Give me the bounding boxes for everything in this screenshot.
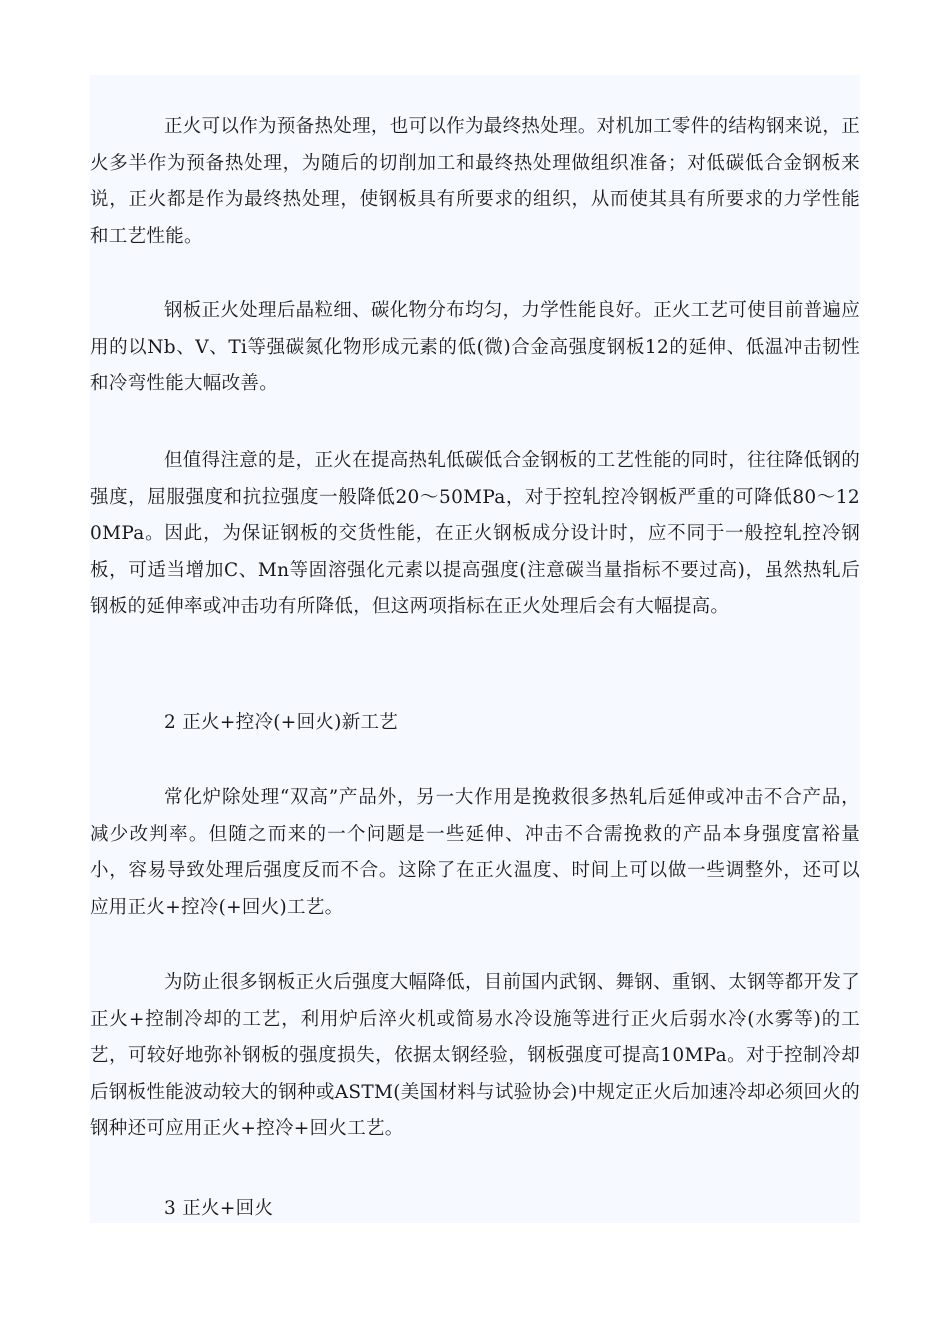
paragraph-controlled-cooling: 为防止很多钢板正火后强度大幅降低，目前国内武钢、舞钢、重钢、太钢等都开发了正火+控制冷却的工艺，利用炉后淬火机或简易水冷设施等进行正火后弱水冷(水雾等)的工艺，可较好地弥补钢板的强度损失，依据太钢经验，钢板强度可提高10MPa。对于控制冷却后钢板性能波动较大的钢种或ASTM(美国材料与试验协会)中规定正火后加速冷却必须回火的钢种还可应用正火+控冷+回火工艺。 [90, 972, 860, 1139]
paragraph-normalizing-purpose: 正火可以作为预备热处理，也可以作为最终热处理。对机加工零件的结构钢来说，正火多半作为预备热处理，为随后的切削加工和最终热处理做组织准备；对低碳低合金钢板来说，正火都是作为最终热处理，使钢板具有所要求的组织，从而使其具有所要求的力学性能和工艺性能。 [90, 116, 860, 247]
paragraph-strength-reduction: 但值得注意的是，正火在提高热轧低碳低合金钢板的工艺性能的同时，往往降低钢的强度，屈服强度和抗拉强度一般降低20～50MPa，对于控轧控冷钢板严重的可降低80～120MPa。因此，为保证钢板的交货性能，在正火钢板成分设计时，应不同于一般控轧控冷钢板，可适当增加C、Mn等固溶强化元素以提高强度(注意碳当量指标不要过高)，虽然热轧后钢板的延伸率或冲击功有所降低，但这两项指标在正火处理后会有大幅提高。 [90, 450, 860, 617]
document-body [90, 75, 860, 1223]
section-heading-3: 3 正火+回火 [164, 1198, 274, 1219]
paragraph-normalizing-furnace: 常化炉除处理“双高”产品外，另一大作用是挽救很多热轧后延伸或冲击不合产品，减少改判率。但随之而来的一个问题是一些延伸、冲击不合需挽救的产品本身强度富裕量小，容易导致处理后强度反而不合。这除了在正火温度、时间上可以做一些调整外，还可以应用正火+控冷(+回火)工艺。 [90, 787, 860, 918]
section-heading-2: 2 正火+控冷(+回火)新工艺 [164, 712, 399, 733]
paragraph-normalizing-properties: 钢板正火处理后晶粒细、碳化物分布均匀，力学性能良好。正火工艺可使目前普遍应用的以Nb、V、Ti等强碳氮化物形成元素的低(微)合金高强度钢板12的延伸、低温冲击韧性和冷弯性能大幅改善。 [90, 300, 860, 394]
